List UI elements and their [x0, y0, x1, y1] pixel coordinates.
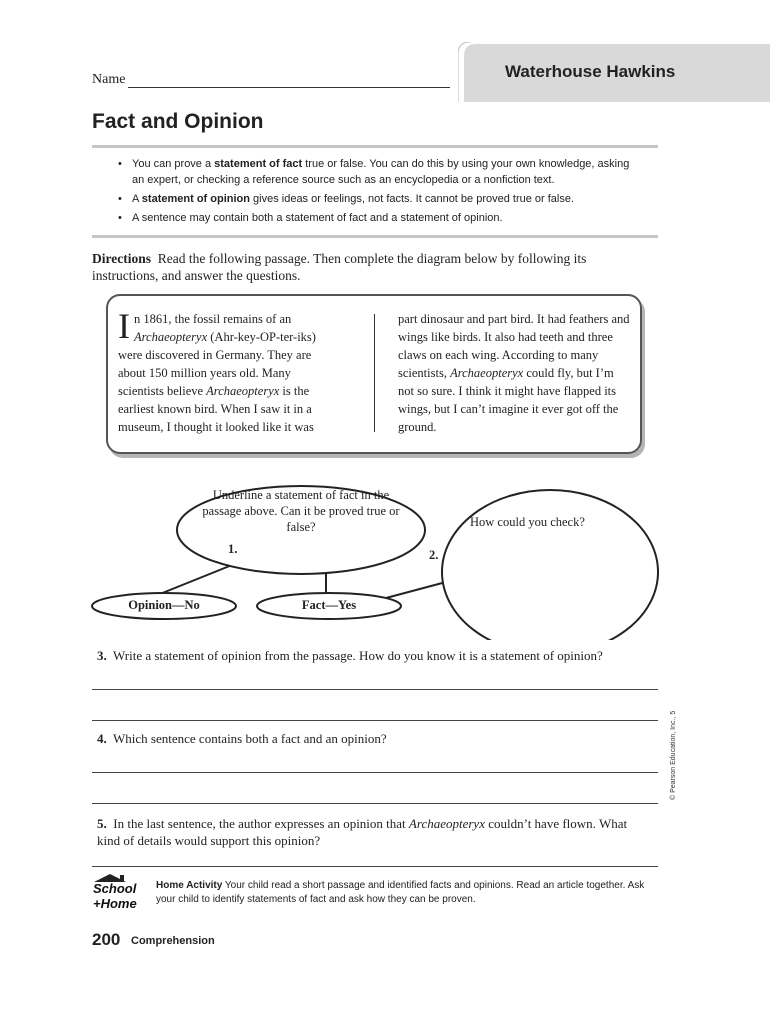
passage-text: part dinosaur and part bird. It had feathers and wings like birds. It also had teeth and three claws on each wing. According to many scientists,: [398, 312, 630, 380]
copyright-text: © Pearson Education, Inc., 5: [670, 710, 677, 800]
answer-line[interactable]: [92, 772, 658, 773]
question-text: Which sentence contains both a fact and an opinion?: [113, 731, 387, 746]
section-label: Comprehension: [131, 935, 215, 947]
bullet-term: statement of opinion: [141, 193, 250, 205]
answer-line[interactable]: [92, 720, 658, 721]
answer-line[interactable]: [92, 689, 658, 690]
column-divider: [374, 314, 375, 432]
diagram-item-1: 1.: [228, 542, 238, 556]
question-italic: Archaeopteryx: [408, 816, 485, 831]
directions-label: Directions: [92, 251, 151, 266]
page-number: 200: [92, 930, 121, 949]
passage-italic: Archaeopteryx: [206, 384, 280, 398]
selection-title: Waterhouse Hawkins: [505, 62, 676, 81]
passage-text: could fly, but I’m not so sure. I think it might have flapped its wings, but I can’t imagine it ever got off the ground.: [398, 366, 619, 434]
diagram-item-2: 2.: [429, 548, 439, 562]
diagram-prompt: Underline a statement of fact in the passage above. Can it be proved true or false?: [202, 488, 400, 534]
copyright: [670, 700, 682, 810]
fact-label: Fact—Yes: [301, 598, 357, 612]
bullet-both: [118, 210, 638, 226]
passage-column-2: [398, 310, 630, 436]
answer-line[interactable]: [92, 803, 658, 804]
connector-check: [386, 582, 446, 598]
passage-column-1: [118, 306, 334, 436]
question-number: 4.: [97, 731, 107, 746]
question-number: 5.: [97, 816, 107, 831]
logo-line-2: +Home: [93, 896, 137, 911]
bullet-term: statement of fact: [214, 158, 303, 170]
footer-divider: [92, 866, 658, 867]
question-text: couldn’t have flown. What kind of details would support this opinion?: [97, 816, 628, 848]
directions-text: Read the following passage. Then complete the diagram below by following its instructions, and answer the questions.: [92, 251, 587, 283]
name-input-line[interactable]: [128, 87, 450, 88]
home-activity-label: Home Activity: [156, 880, 223, 891]
school-home-logo: [90, 872, 152, 914]
bottom-divider: [92, 235, 658, 238]
passage-italic: Archaeopteryx: [450, 366, 524, 380]
top-divider: [92, 145, 658, 148]
question-4: [97, 730, 657, 747]
passage-text: is the earliest known bird. When I saw it in a museum, I thought it looked like it was: [118, 384, 314, 434]
passage-text: (Ahr-key-OP-ter-iks) were discovered in Germany. They are about 150 million years old. Many scientists believe: [118, 330, 316, 398]
question-3: [97, 647, 657, 664]
page-title: Fact and Opinion: [92, 110, 264, 133]
question-number: 3.: [97, 648, 107, 663]
check-bubble[interactable]: [442, 490, 658, 640]
bullet-text: gives ideas or feelings, not facts. It cannot be proved true or false.: [249, 193, 575, 205]
definition-list: [118, 156, 638, 229]
home-activity-text: Your child read a short passage and identified facts and opinions. Read an article together. Ask your child to identify statements of fact and ask how they can be proven.: [156, 880, 645, 905]
passage-italic: Archaeopteryx: [134, 330, 208, 344]
name-label: Name: [92, 72, 126, 87]
check-prompt: How could you check?: [470, 515, 585, 529]
bullet-text: A: [132, 193, 142, 205]
directions: [92, 250, 652, 284]
bullet-text: A sentence may contain both a statement of fact and a statement of opinion.: [132, 212, 503, 224]
bullet-text: true or false. You can do this by using your own knowledge, asking an expert, or checking a reference source such as an encyclopedia or a nonfiction text.: [132, 158, 630, 186]
bullet-fact: [118, 156, 638, 188]
drop-cap: I: [118, 306, 130, 346]
logo-line-1: School: [93, 881, 137, 896]
question-text: Write a statement of opinion from the passage. How do you know it is a statement of opinion?: [113, 648, 603, 663]
question-5: [97, 815, 637, 849]
home-activity: [156, 879, 656, 907]
opinion-label: Opinion—No: [128, 598, 200, 612]
bullet-text: You can prove a: [132, 158, 215, 170]
passage-text: n 1861, the fossil remains of an: [134, 312, 292, 326]
bullet-opinion: [118, 191, 638, 207]
question-text: In the last sentence, the author expresses an opinion that: [113, 816, 409, 831]
